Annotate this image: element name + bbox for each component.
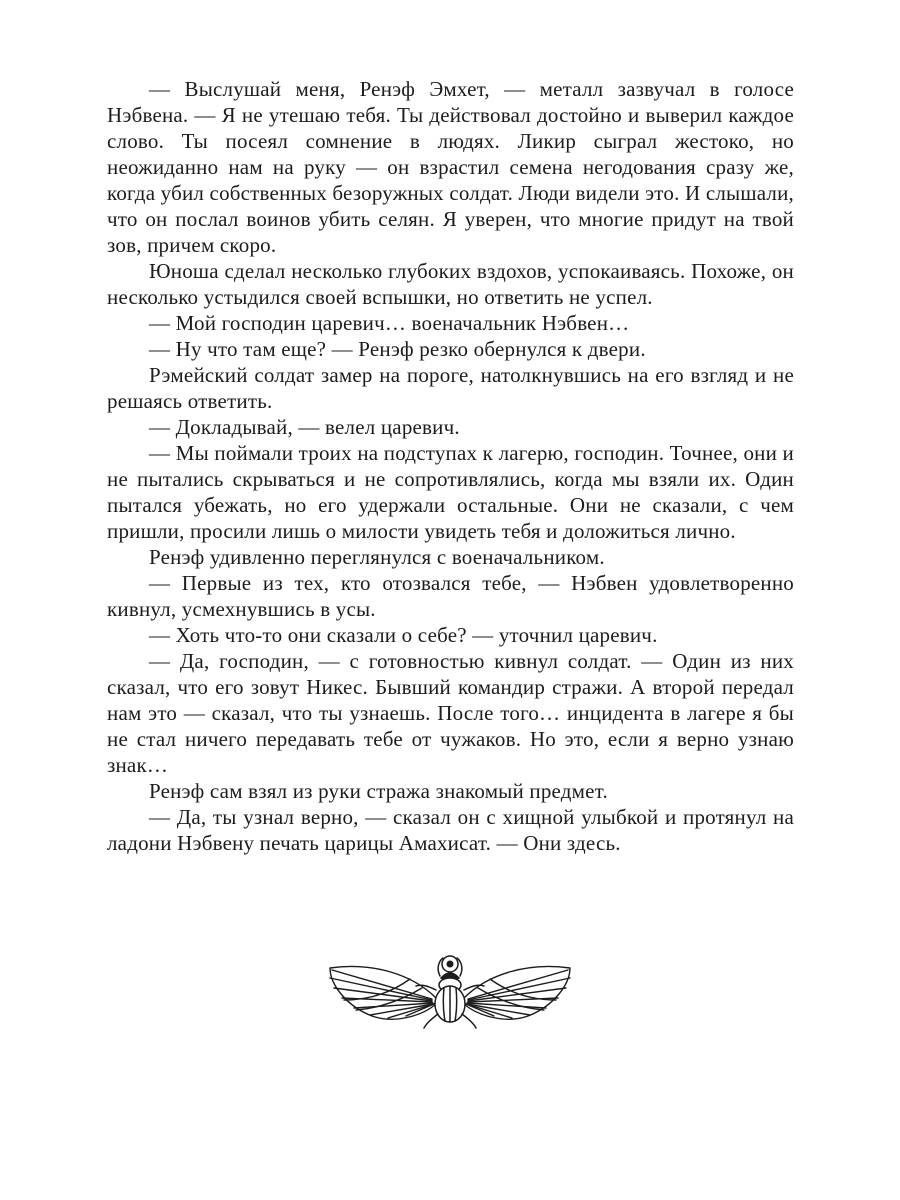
paragraph: Ренэф удивленно переглянулся с военачальником. bbox=[149, 545, 605, 569]
paragraph: Ренэф сам взял из руки стража знакомый предмет. bbox=[149, 779, 608, 803]
paragraph: — Первые из тех, кто отозвался тебе, — Нэбвен удовлетворенно кивнул, усмехнувшись в усы. bbox=[107, 571, 794, 621]
paragraph: Юноша сделал несколько глубоких вздохов, успокаиваясь. Похоже, он несколько устыдился своей вспышки, но ответить не успел. bbox=[107, 259, 794, 309]
paragraph: Рэмейский солдат замер на пороге, натолкнувшись на его взгляд и не решаясь ответить. bbox=[107, 363, 794, 413]
paragraph: — Мы поймали троих на подступах к лагерю, господин. Точнее, они и не пытались скрываться и не сопротивлялись, когда мы взяли их. Один пытался убежать, но его удержали остальные. Они не сказали, с чем пришли, просили лишь о милости увидеть тебя и доложиться лично. bbox=[107, 441, 794, 543]
text-body bbox=[107, 76, 794, 856]
paragraph: — Выслушай меня, Ренэф Эмхет, — металл зазвучал в голосе Нэбвена. — Я не утешаю тебя. Ты действовал достойно и выверил каждое слово. Ты посеял сомнение в людях. Ликир сыграл жестоко, но неожиданно нам на руку — он взрастил семена негодования сразу же, когда убил собственных безоружных солдат. Люди видели это. И слышали, что он послал воинов убить селян. Я уверен, что многие придут на твой зов, причем скоро. bbox=[107, 77, 794, 257]
paragraph: — Мой господин царевич… военачальник Нэбвен… bbox=[149, 311, 630, 335]
chapter-end-ornament bbox=[0, 952, 900, 1034]
winged-scarab-icon bbox=[324, 952, 576, 1034]
paragraph: — Докладывай, — велел царевич. bbox=[149, 415, 460, 439]
paragraph: — Хоть что-то они сказали о себе? — уточнил царевич. bbox=[149, 623, 658, 647]
paragraph: — Да, господин, — с готовностью кивнул солдат. — Один из них сказал, что его зовут Никес. Бывший командир стражи. А второй передал нам это — сказал, что ты узнаешь. После того… инцидента в лагере я бы не стал ничего передавать тебе от чужаков. Но это, если я верно узнаю знак… bbox=[107, 649, 794, 777]
paragraph: — Ну что там еще? — Ренэф резко обернулся к двери. bbox=[149, 337, 646, 361]
paragraph: — Да, ты узнал верно, — сказал он с хищной улыбкой и протянул на ладони Нэбвену печать царицы Амахисат. — Они здесь. bbox=[107, 805, 794, 855]
